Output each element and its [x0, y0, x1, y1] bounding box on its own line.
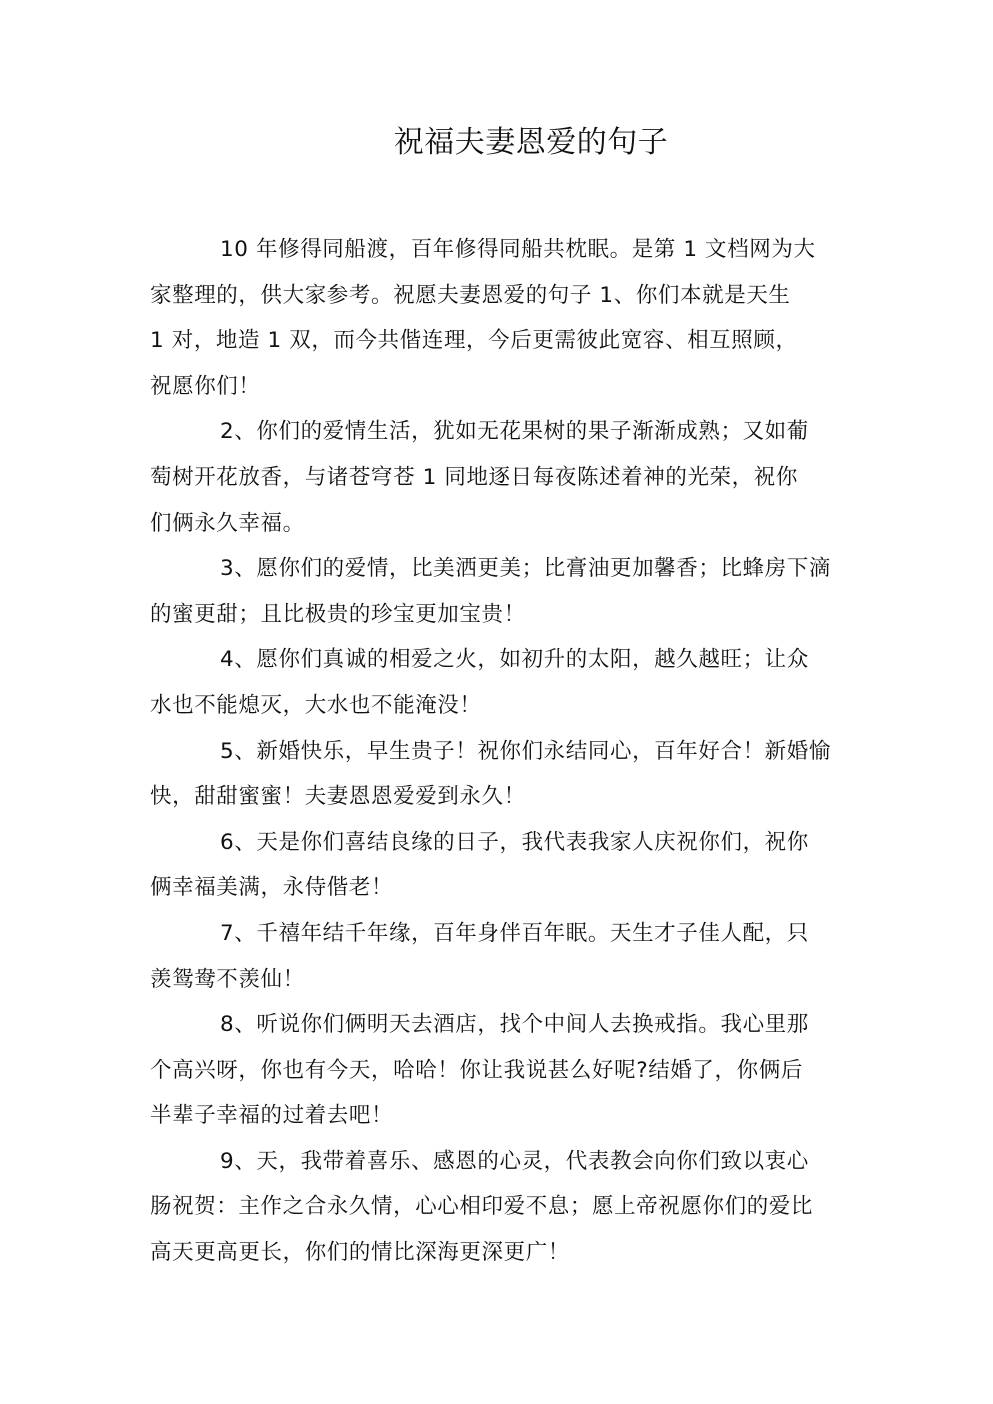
- paragraph-9: [150, 1139, 850, 1276]
- text-line: 4、愿你们真诚的相爱之火，如初升的太阳，越久越旺；让众: [220, 647, 809, 673]
- text-line: 家整理的，供大家参考。祝愿夫妻恩爱的句子 1、你们本就是天生: [150, 282, 791, 308]
- text-line: 们俩永久幸福。: [150, 510, 305, 536]
- text-line: 2、你们的爱情生活，犹如无花果树的果子渐渐成熟；又如葡: [220, 419, 809, 445]
- text-line: 俩幸福美满，永侍偕老！: [150, 875, 394, 901]
- text-line: 3、愿你们的爱情，比美洒更美；比膏油更加馨香；比蜂房下滴: [220, 556, 831, 582]
- text-line: 快，甜甜蜜蜜！夫妻恩恩爱爱到永久！: [150, 784, 526, 810]
- document-body: [150, 227, 850, 1276]
- text-line: 高天更高更长，你们的情比深海更深更广！: [150, 1240, 570, 1266]
- paragraph-6: [150, 820, 850, 911]
- text-line: 半辈子幸福的过着去吧！: [150, 1103, 394, 1129]
- paragraph-8: [150, 1002, 850, 1139]
- paragraph-5: [150, 729, 850, 820]
- paragraph-intro: [150, 227, 850, 409]
- text-line: 的蜜更甜；且比极贵的珍宝更加宝贵！: [150, 601, 526, 627]
- text-line: 5、新婚快乐，早生贵子！祝你们永结同心，百年好合！新婚愉: [220, 738, 831, 764]
- text-line: 水也不能熄灭，大水也不能淹没！: [150, 692, 482, 718]
- text-line: 羡鸳鸯不羡仙！: [150, 966, 305, 992]
- paragraph-7: [150, 911, 850, 1002]
- text-line: 10 年修得同船渡，百年修得同船共枕眠。是第 1 文档网为大: [220, 237, 816, 262]
- text-line: 6、天是你们喜结良缘的日子，我代表我家人庆祝你们，祝你: [220, 829, 809, 855]
- text-line: 7、千禧年结千年缘，百年身伴百年眠。天生才子佳人配，只: [220, 920, 809, 946]
- text-line: 个高兴呀，你也有今天，哈哈！你让我说甚么好呢?结婚了，你俩后: [150, 1057, 803, 1083]
- paragraph-2: [150, 409, 850, 546]
- text-line: 祝愿你们！: [150, 373, 261, 399]
- text-line: 肠祝贺：主作之合永久情，心心相印爱不息；愿上帝祝愿你们的爱比: [150, 1194, 814, 1220]
- text-line: 8、听说你们俩明天去酒店，找个中间人去换戒指。我心里那: [220, 1012, 809, 1038]
- text-line: 萄树开花放香，与诸苍穹苍 1 同地逐日每夜陈述着神的光荣，祝你: [150, 464, 798, 490]
- text-line: 1 对，地造 1 双，而今共偕连理，今后更需彼此宽容、相互照顾，: [150, 328, 798, 354]
- document-title: 祝福夫妻恩爱的句子: [393, 125, 669, 160]
- paragraph-3: [150, 546, 850, 637]
- text-line: 9、天，我带着喜乐、感恩的心灵，代表教会向你们致以衷心: [220, 1148, 809, 1174]
- paragraph-4: [150, 637, 850, 728]
